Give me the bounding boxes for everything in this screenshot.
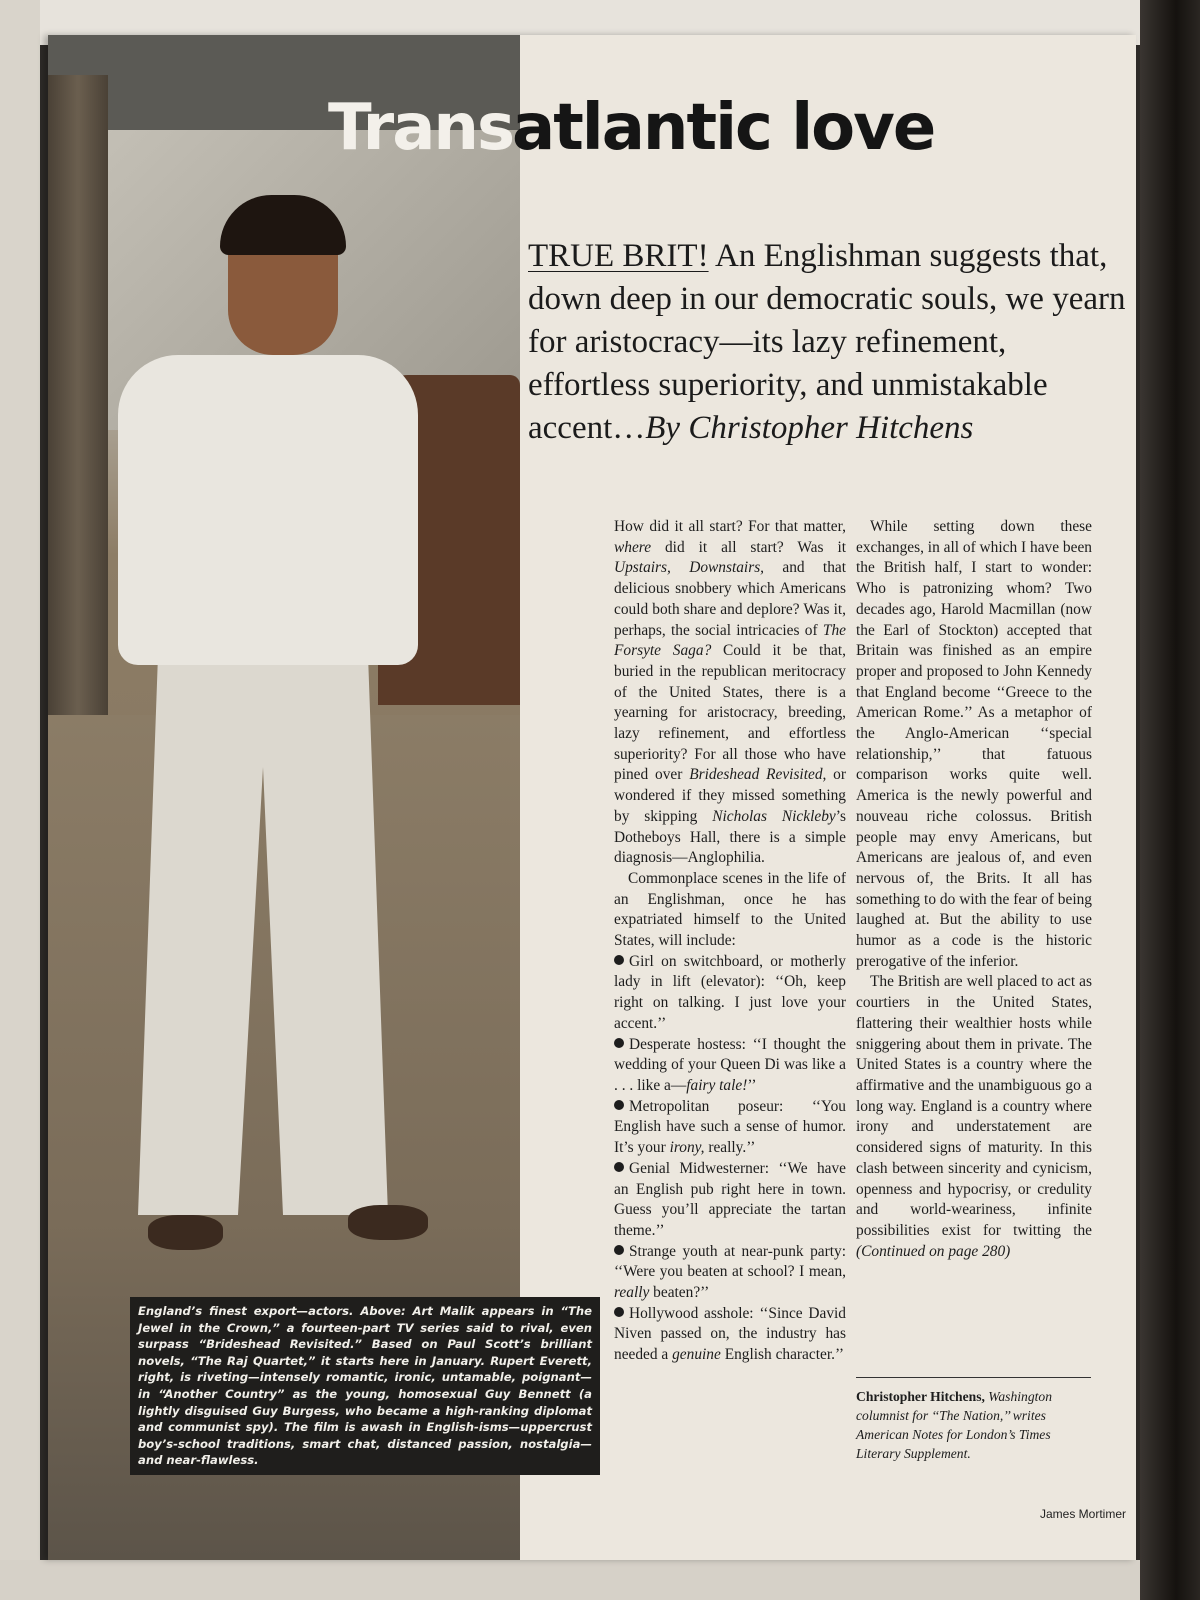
text-run: or wondered if they missed something by skipping [614, 766, 846, 825]
text-run: and that delicious snobbery which Americans could both share and deplore? Was it, perhaps, the social intricacies of [614, 559, 847, 639]
text-run: Girl on switchboard, or motherly lady in lift (elevator): ‘‘Oh, keep right on talking. I just love your accent.’’ [614, 952, 846, 1032]
text-run-italic: really [614, 1284, 650, 1302]
text-run: The British are well placed to act as courtiers in the United States, flattering their wealthier hosts while sniggering about them in private. The United States is a country where the affirmative and the unambiguous go a long way. England is a country where irony and understatement are considered signs of maturity. In this clash between sincerity and cynicism, openness and hypocrisy, or credulity and world-weariness, infinite possibilities exist for twitting the [856, 973, 1092, 1239]
text-run: Metropolitan poseur: ‘‘You English have such a sense of humor. It’s your [614, 1097, 846, 1157]
text-run: ’s Dotheboys Hall, there is a simple diagnosis—Anglophilia. [614, 807, 846, 867]
bio-divider [856, 1377, 1091, 1378]
author-description: Washington columnist for ‘‘The Nation,’’ writes American Notes for London’s Times Literary Supplement. [856, 1389, 1053, 1461]
article-column-1 [614, 517, 846, 1366]
headline [48, 83, 1136, 173]
text-run-italic: Brideshead Revisited, [689, 766, 827, 784]
text-run: did it all start? Was it [651, 538, 846, 556]
article-column-2 [856, 517, 1092, 1262]
text-run: Strange youth at near-punk party: ‘‘Were you beaten at school? I mean, [614, 1242, 846, 1281]
bullet-dot-icon [614, 1245, 624, 1255]
text-run-italic: Nicholas Nickleby [712, 807, 836, 825]
photo-credit: James Mortimer [1039, 1507, 1126, 1521]
bullet-item [614, 1159, 846, 1242]
article-paragraph: Commonplace scenes in the life of an Englishman, once he has expatriated himself to the United States, will include: [614, 869, 846, 950]
bullet-dot-icon [614, 955, 624, 965]
desk-background-left [0, 0, 40, 1600]
text-run: really.’’ [704, 1139, 756, 1157]
article-paragraph [856, 972, 1092, 1262]
text-run: ’’ [747, 1076, 757, 1094]
photo-sandal-right [348, 1205, 428, 1240]
deck-text: An Englishman suggests that, down deep in our democratic souls, we yearn for aristocracy—its lazy refinement, effortless superiority, and unmistakable accent… [528, 238, 1126, 446]
photo-tree-trunk [48, 75, 108, 775]
headline-part-dark: atlantic love [512, 91, 935, 165]
deck-kicker: TRUE BRIT! [528, 238, 709, 274]
bullet-item [614, 1242, 846, 1304]
bullet-dot-icon [614, 1307, 624, 1317]
bullet-item [614, 952, 846, 1035]
text-run: How did it all start? For that matter, [614, 518, 846, 535]
bullet-item [614, 1035, 846, 1097]
text-run-italic: irony, [669, 1139, 705, 1157]
text-run: Could it be that, buried in the republican meritocracy of the United States, there is a yearning for aristocracy, breeding, lazy refinement, and effortless superiority? For all those who have pined over [614, 642, 846, 784]
text-run-italic: genuine [672, 1346, 721, 1364]
article-paragraph [614, 517, 846, 869]
text-run-italic: fairy tale! [686, 1076, 748, 1094]
author-name: Christopher Hitchens, [856, 1389, 985, 1404]
magazine-spine [1140, 0, 1200, 1600]
text-run: English character.’’ [720, 1346, 845, 1364]
text-run: Genial Midwesterner: ‘‘We have an English pub right here in town. Guess you’ll appreciate the tartan theme.’’ [614, 1159, 846, 1239]
photo-shirt [118, 355, 418, 665]
photo-sandal-left [148, 1215, 223, 1250]
text-run-italic: Upstairs, Downstairs, [614, 559, 765, 577]
bullet-item [614, 1304, 846, 1366]
photo-caption: England’s finest export—actors. Above: Art Malik appears in “The Jewel in the Crown,” a fourteen-part TV series said to rival, even surpass “Brideshead Revisited.” Based on Paul Scott’s brilliant novels, “The Raj Quartet,” it starts here in January. Rupert Everett, right, is riveting—intensely romantic, ironic, untamable, poignant—in “Another Country” as the young, homosexual Guy Bennett (a lightly disguised Guy Burgess, who became a high-ranking diplomat and communist spy). The film is awash in English-isms—uppercrust boy’s-school traditions, smart chat, distanced passion, nostalgia—and near-flawless. [130, 1297, 600, 1475]
article-paragraph: While setting down these exchanges, in all of which I have been the British half, I start to wonder: Who is patronizing whom? Two decades ago, Harold Macmillan (now the Earl of Stockton) accepted that Britain was finished as an empire proper and proposed to John Kennedy that England become ‘‘Greece to the American Rome.’’ As a metaphor of the Anglo-American ‘‘special relationship,’’ that fatuous comparison works quite well. America is the newly powerful and nouveau riche colossus. British people may envy Americans, but Americans are jealous of, and even nervous of, the Brits. It all has something to do with the fear of being laughed at. But the ability to use humor as a code is the historic prerogative of the inferior. [856, 518, 1092, 970]
text-run-italic: The Forsyte Saga? [614, 621, 846, 660]
text-run-italic: where [614, 538, 652, 556]
text-run: Hollywood asshole: ‘‘Since David Niven passed on, the industry has needed a [614, 1304, 846, 1364]
deck-byline: By Christopher Hitchens [645, 410, 974, 446]
author-bio [856, 1387, 1092, 1463]
deck-subheading [528, 235, 1128, 450]
headline-part-light: Trans [328, 91, 514, 165]
magazine-page [48, 35, 1136, 1560]
bullet-item [614, 1097, 846, 1159]
text-run: beaten?’’ [649, 1284, 710, 1302]
bullet-dot-icon [614, 1100, 624, 1110]
text-run: Desperate hostess: ‘‘I thought the wedding of your Queen Di was like a . . . like a— [614, 1035, 846, 1094]
continued-link: (Continued on page 280) [856, 1242, 1011, 1260]
bullet-dot-icon [614, 1038, 624, 1048]
bullet-dot-icon [614, 1162, 624, 1172]
desk-background-bottom [0, 1560, 1200, 1600]
